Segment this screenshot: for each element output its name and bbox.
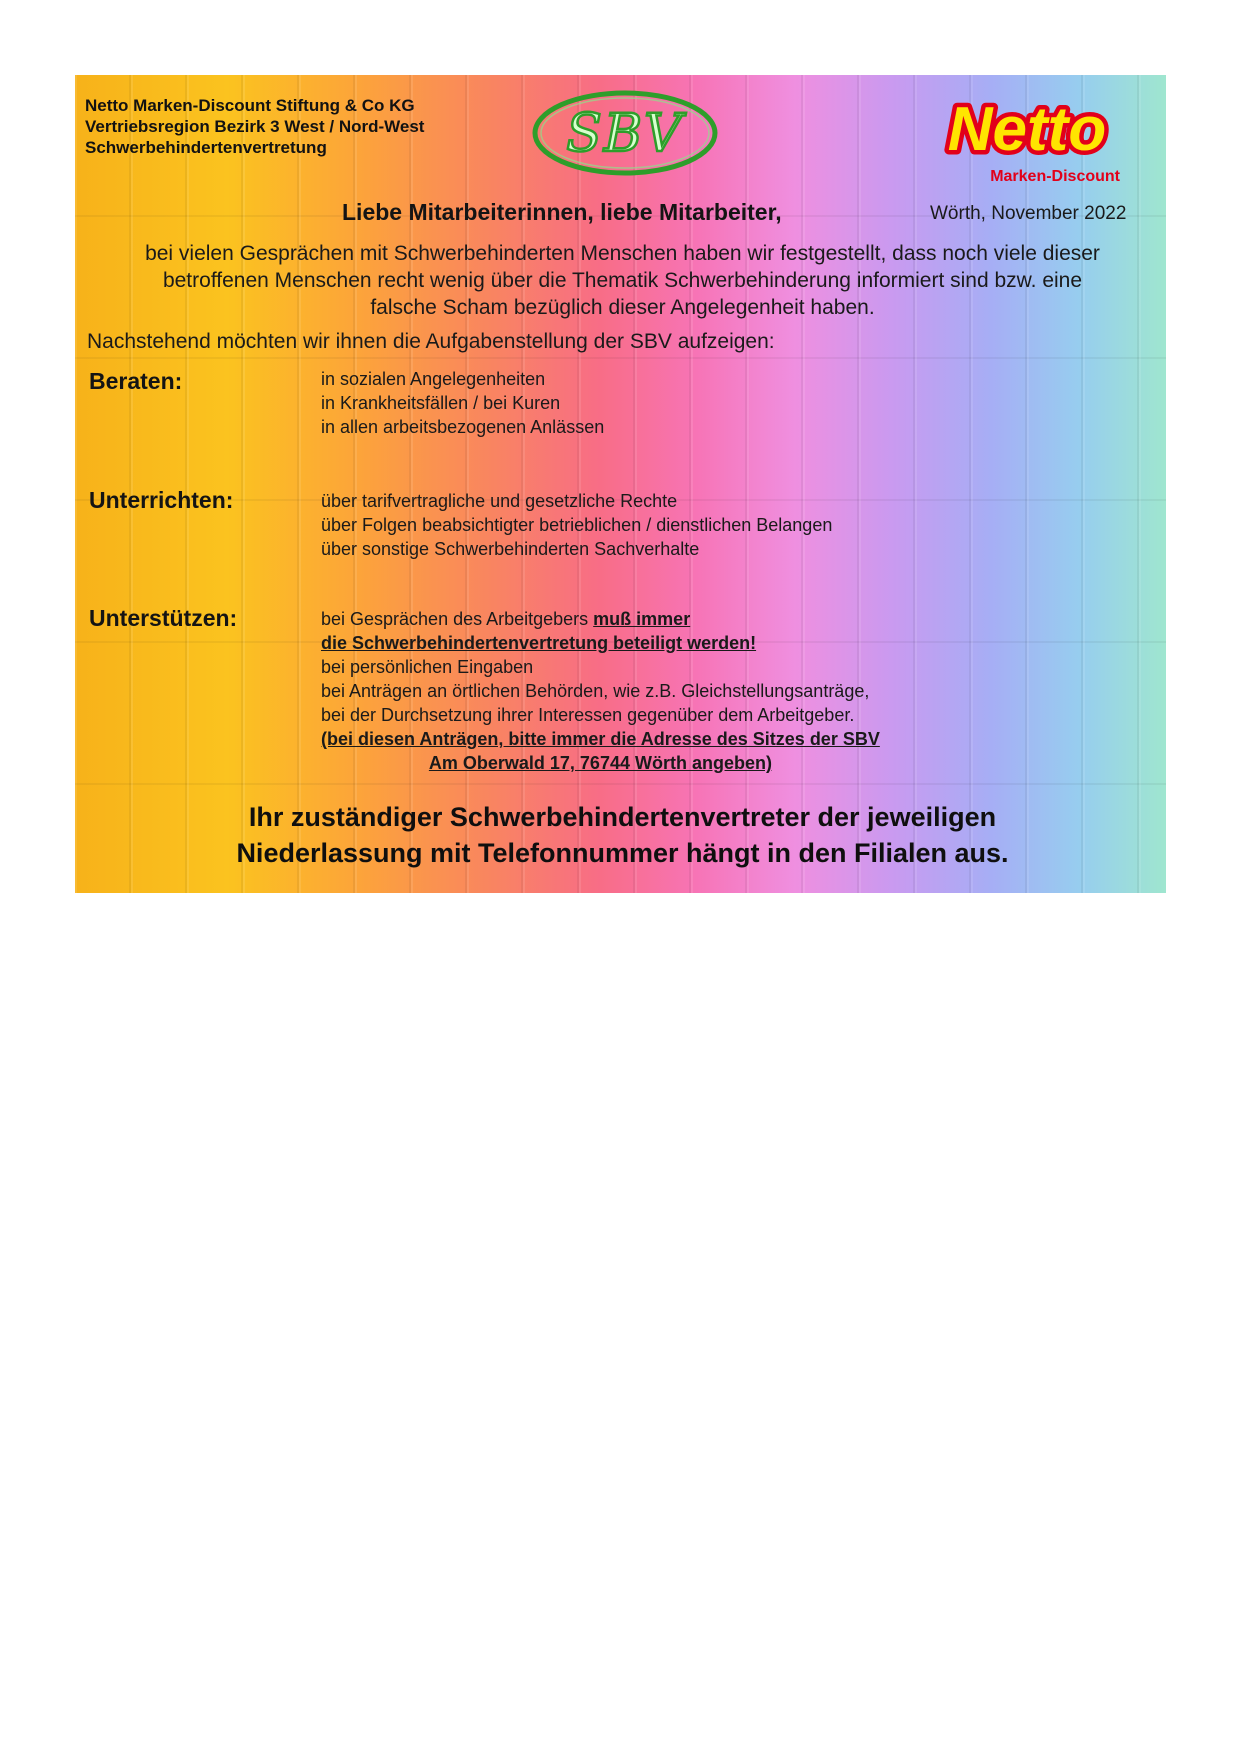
netto-logo-word: Netto bbox=[947, 95, 1107, 164]
section-lines-unterrichten bbox=[321, 489, 832, 561]
lead-sentence: Nachstehend möchten wir ihnen die Aufgabenstellung der SBV aufzeigen: bbox=[87, 330, 775, 353]
unterstuetzen-line-5: bei der Durchsetzung ihrer Interessen gegenüber dem Arbeitgeber. bbox=[321, 705, 855, 725]
beraten-line-2: in Krankheitsfällen / bei Kuren bbox=[321, 393, 561, 413]
sbv-logo-text: SBV bbox=[566, 104, 684, 164]
section-label-beraten: Beraten: bbox=[89, 368, 183, 394]
salutation-heading: Liebe Mitarbeiterinnen, liebe Mitarbeiter, bbox=[342, 199, 782, 225]
unterrichten-line-1: über tarifvertragliche und gesetzliche Rechte bbox=[321, 491, 678, 511]
netto-logo bbox=[915, 90, 1140, 188]
section-lines-unterstuetzen bbox=[321, 607, 880, 775]
sbv-flyer bbox=[75, 75, 1166, 893]
intro-line-3: falsche Scham bezüglich dieser Angelegenheit haben. bbox=[370, 296, 875, 319]
section-label-unterstuetzen: Unterstützen: bbox=[89, 605, 238, 631]
org-line-1: Netto Marken-Discount Stiftung & Co KG bbox=[85, 96, 415, 115]
org-line-2: Vertriebsregion Bezirk 3 West / Nord-West bbox=[85, 117, 425, 136]
unterstuetzen-line-2: die Schwerbehindertenvertretung beteiligt werden! bbox=[321, 633, 757, 653]
unterstuetzen-line-7: Am Oberwald 17, 76744 Wörth angeben) bbox=[428, 753, 772, 773]
unterstuetzen-line-1 bbox=[321, 607, 880, 631]
section-lines-beraten bbox=[321, 367, 604, 439]
section-label-unterrichten: Unterrichten: bbox=[89, 487, 234, 513]
beraten-line-1: in sozialen Angelegenheiten bbox=[321, 369, 546, 389]
unterstuetzen-line-1-plain: bei Gesprächen des Arbeitgebers bbox=[321, 609, 594, 629]
unterrichten-line-3: über sonstige Schwerbehinderten Sachverhalte bbox=[321, 539, 700, 559]
unterstuetzen-line-1-emphasis: muß immer bbox=[593, 609, 691, 629]
org-line-3: Schwerbehindertenvertretung bbox=[85, 138, 327, 157]
sbv-logo bbox=[530, 87, 720, 179]
unterrichten-line-2: über Folgen beabsichtigter betrieblichen / dienstlichen Belangen bbox=[321, 515, 833, 535]
netto-logo-subtitle: Marken-Discount bbox=[990, 168, 1120, 185]
unterstuetzen-line-6: (bei diesen Anträgen, bitte immer die Adresse des Sitzes der SBV bbox=[321, 729, 880, 749]
unterstuetzen-line-4: bei Anträgen an örtlichen Behörden, wie z.B. Gleichstellungsanträge, bbox=[321, 681, 870, 701]
intro-line-2: betroffenen Menschen recht wenig über die Thematik Schwerbehinderung informiert sind bzw. eine bbox=[162, 269, 1083, 292]
footer-notice bbox=[85, 799, 1160, 871]
document-date: Wörth, November 2022 bbox=[930, 203, 1127, 224]
intro-line-1: bei vielen Gesprächen mit Schwerbehinderten Menschen haben wir festgestellt, dass noch viele dieser bbox=[145, 242, 1100, 265]
unterstuetzen-line-3: bei persönlichen Eingaben bbox=[321, 657, 534, 677]
beraten-line-3: in allen arbeitsbezogenen Anlässen bbox=[321, 417, 605, 437]
footer-line-2: Niederlassung mit Telefonnummer hängt in den Filialen aus. bbox=[236, 838, 1009, 868]
footer-line-1: Ihr zuständiger Schwerbehindertenvertreter der jeweiligen bbox=[248, 802, 997, 832]
organization-header bbox=[85, 95, 424, 158]
intro-paragraph bbox=[85, 240, 1160, 321]
